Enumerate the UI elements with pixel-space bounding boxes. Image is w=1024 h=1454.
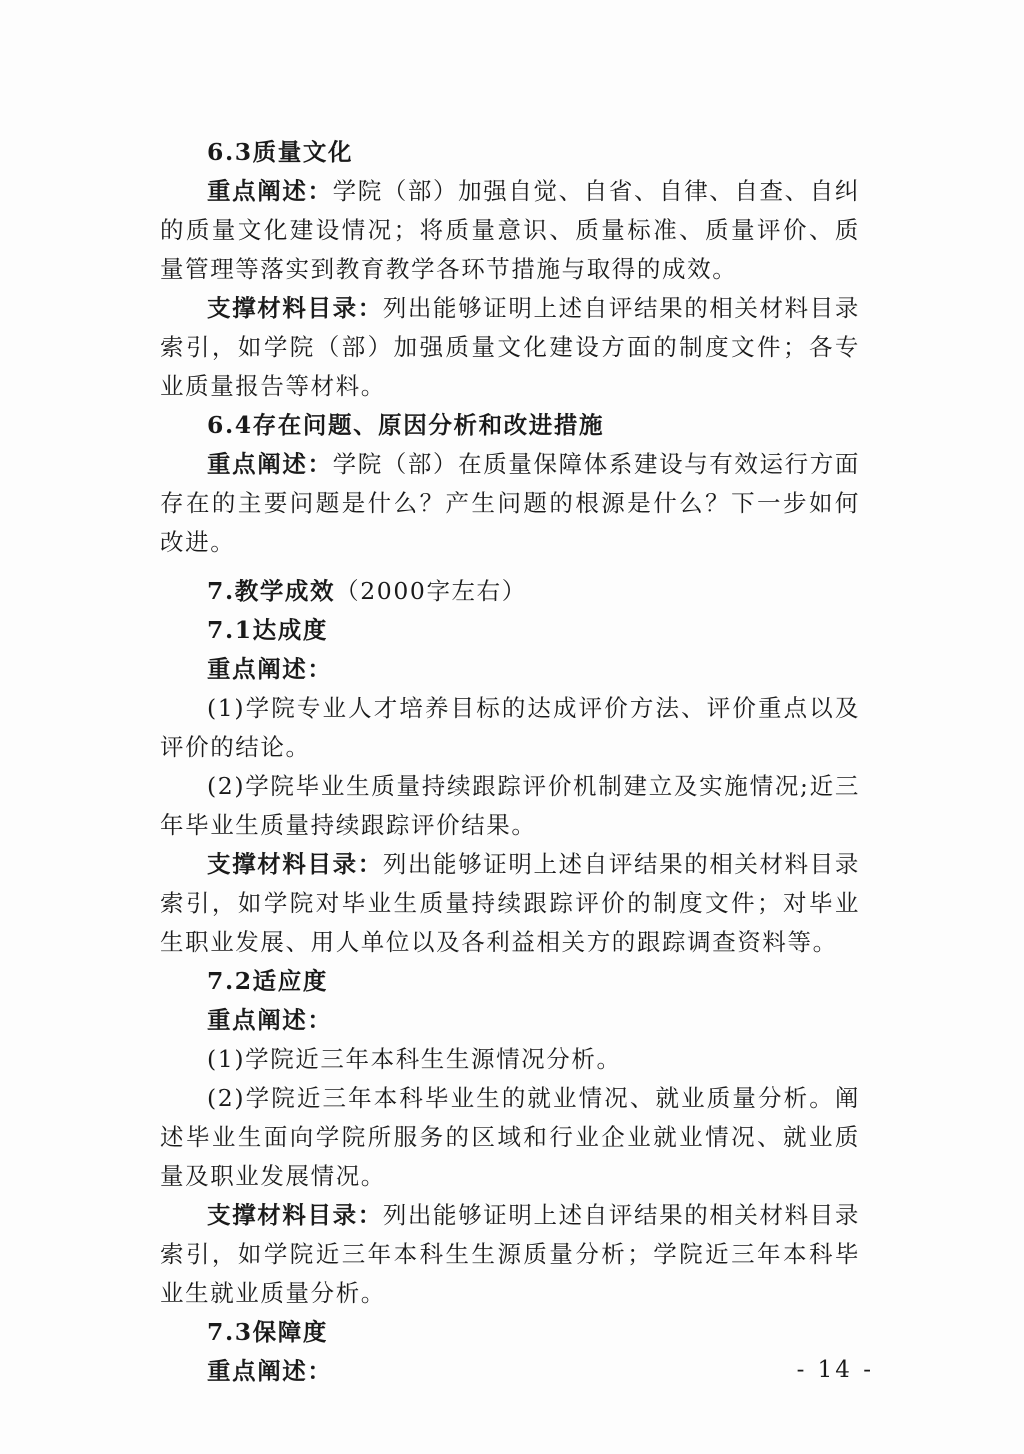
section-7-2-item-2: (2)学院近三年本科毕业生的就业情况、就业质量分析。阐述毕业生面向学院所服务的区域和行业企业就业情况、就业质量及职业发展情况。 [160, 1084, 860, 1190]
section-7-1-support [160, 845, 860, 962]
section-7-1-item-2: (2)学院毕业生质量持续跟踪评价机制建立及实施情况;近三年毕业生质量持续跟踪评价结果。 [160, 772, 860, 839]
section-7-3-title: 7.3保障度 [207, 1318, 328, 1346]
section-6-4-focus [160, 445, 860, 562]
section-7-2-item-1: (1)学院近三年本科生生源情况分析。 [207, 1045, 622, 1073]
section-7-2-support [160, 1196, 860, 1313]
page-number: - 14 - [796, 1357, 874, 1383]
section-6-3-focus [160, 172, 860, 289]
support-text: 列出能够证明上述自评结果的相关材料目录索引，如学院（部）加强质量文化建设方面的制度文件；各专业质量报告等材料。 [160, 294, 860, 400]
support-label: 支撑材料目录： [207, 294, 383, 322]
focus-label: 重点阐述： [207, 450, 333, 478]
focus-text: 学院（部）在质量保障体系建设与有效运行方面存在的主要问题是什么？产生问题的根源是什么？下一步如何改进。 [160, 450, 860, 556]
section-7-note: （2000字左右） [335, 577, 527, 605]
support-label: 支撑材料目录： [207, 1201, 383, 1229]
support-label: 支撑材料目录： [207, 850, 383, 878]
focus-text: 学院（部）加强自觉、自省、自律、自查、自纠的质量文化建设情况；将质量意识、质量标准、质量评价、质量管理等落实到教育教学各环节措施与取得的成效。 [160, 177, 860, 283]
section-6-3-title: 6.3质量文化 [207, 138, 354, 166]
focus-label: 重点阐述： [207, 177, 333, 205]
section-7-2-focus-label: 重点阐述： [207, 1006, 333, 1034]
support-text: 列出能够证明上述自评结果的相关材料目录索引，如学院近三年本科生生源质量分析；学院近三年本科毕业生就业质量分析。 [160, 1201, 860, 1307]
section-7-1-item-1: (1)学院专业人才培养目标的达成评价方法、评价重点以及评价的结论。 [160, 694, 860, 761]
section-6-3-support [160, 289, 860, 406]
section-7-1-focus-label: 重点阐述： [207, 655, 333, 683]
section-7-2-title: 7.2适应度 [207, 967, 328, 995]
section-7-1-title: 7.1达成度 [207, 616, 328, 644]
document-body [160, 133, 860, 1391]
section-7-heading: 7.教学成效 [207, 577, 336, 605]
section-7-title [160, 572, 860, 611]
section-6-4-title: 6.4存在问题、原因分析和改进措施 [207, 411, 605, 439]
section-7-3-focus-label: 重点阐述： [207, 1357, 333, 1385]
support-text: 列出能够证明上述自评结果的相关材料目录索引，如学院对毕业生质量持续跟踪评价的制度文件；对毕业生职业发展、用人单位以及各利益相关方的跟踪调查资料等。 [160, 850, 860, 956]
